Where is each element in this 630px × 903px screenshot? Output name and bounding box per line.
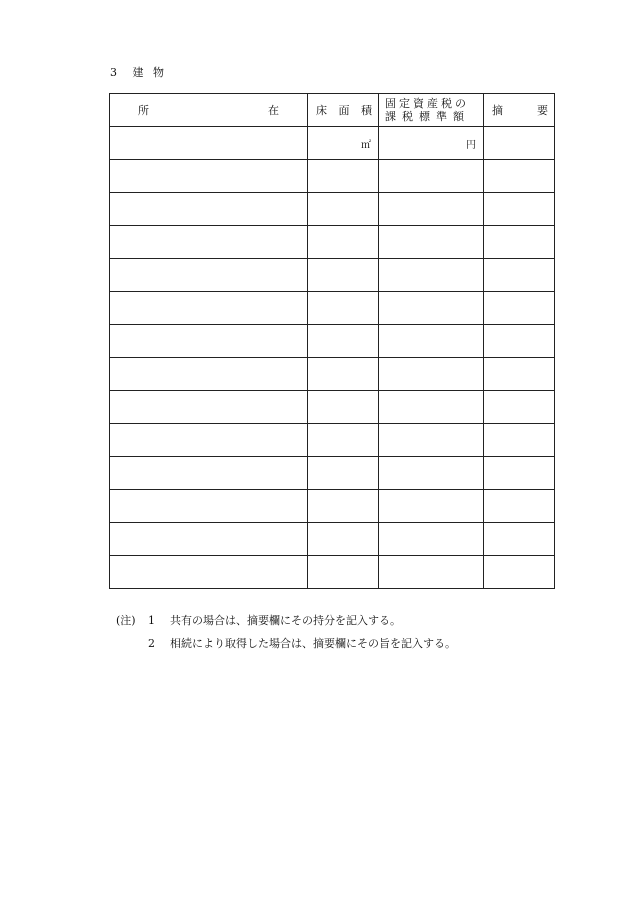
table-row [110,424,555,457]
remarks-cell[interactable] [484,358,555,391]
remarks-cell[interactable] [484,127,555,160]
remarks-cell[interactable] [484,424,555,457]
header-remarks-right: 要 [537,104,548,117]
table-row [110,523,555,556]
table-row [110,490,555,523]
location-cell[interactable] [110,358,308,391]
table-row [110,457,555,490]
building-table [109,93,555,589]
location-cell[interactable] [110,391,308,424]
table-row [110,292,555,325]
header-location-right: 在 [268,104,279,117]
tax-value-cell[interactable] [379,556,484,589]
floor-area-cell[interactable] [308,391,379,424]
tax-value-cell[interactable] [379,424,484,457]
remarks-cell[interactable] [484,226,555,259]
notes [116,612,456,658]
header-remarks [484,94,555,127]
table-row [110,391,555,424]
header-location-left: 所 [138,104,149,117]
section-title-char-1: 建 [132,66,144,79]
area-unit: ㎡ [361,140,371,151]
table-row [110,556,555,589]
remarks-cell[interactable] [484,457,555,490]
remarks-cell[interactable] [484,193,555,226]
tax-value-cell[interactable] [379,523,484,556]
floor-area-cell[interactable] [308,457,379,490]
table-row [110,325,555,358]
section-number: 3 [110,66,117,79]
tax-value-cell[interactable] [379,358,484,391]
floor-area-cell[interactable] [308,358,379,391]
header-remarks-left: 摘 [492,104,503,117]
table-row [110,358,555,391]
header-floor-area-char-3: 積 [361,104,372,117]
tax-value-cell[interactable] [379,127,484,160]
tax-value-cell[interactable] [379,292,484,325]
tax-value-cell[interactable] [379,226,484,259]
floor-area-cell[interactable] [308,226,379,259]
remarks-cell[interactable] [484,556,555,589]
section-heading [110,64,170,80]
location-cell[interactable] [110,292,308,325]
floor-area-cell[interactable] [308,523,379,556]
header-tax-value [379,94,484,127]
note-item [116,612,456,635]
remarks-cell[interactable] [484,259,555,292]
floor-area-cell[interactable] [308,193,379,226]
floor-area-cell[interactable] [308,556,379,589]
table-row [110,193,555,226]
floor-area-cell[interactable] [308,325,379,358]
note-number: 1 [148,614,155,627]
remarks-cell[interactable] [484,325,555,358]
location-cell[interactable] [110,556,308,589]
tax-value-cell[interactable] [379,259,484,292]
note-text: 相続により取得した場合は、摘要欄にその旨を記入する。 [170,637,456,650]
location-cell[interactable] [110,523,308,556]
table-row [110,160,555,193]
location-cell[interactable] [110,424,308,457]
remarks-cell[interactable] [484,523,555,556]
tax-value-cell[interactable] [379,160,484,193]
floor-area-cell[interactable] [308,490,379,523]
note-item [116,635,456,658]
table-row [110,127,555,160]
note-number: 2 [148,637,155,650]
location-cell[interactable] [110,193,308,226]
header-floor-area-char-2: 面 [338,104,350,117]
table-header-row [110,94,555,127]
location-cell[interactable] [110,160,308,193]
location-cell[interactable] [110,490,308,523]
remarks-cell[interactable] [484,391,555,424]
header-location [110,94,308,127]
remarks-cell[interactable] [484,160,555,193]
header-tax-value-line2: 課税標準額 [385,110,470,123]
remarks-cell[interactable] [484,490,555,523]
floor-area-cell[interactable] [308,424,379,457]
location-cell[interactable] [110,226,308,259]
tax-value-cell[interactable] [379,490,484,523]
empty-rows [110,160,555,589]
location-cell[interactable] [110,457,308,490]
location-cell[interactable] [110,127,308,160]
floor-area-cell[interactable] [308,259,379,292]
floor-area-cell[interactable] [308,292,379,325]
tax-value-cell[interactable] [379,391,484,424]
header-tax-value-line1: 固定資産税の [385,97,469,110]
remarks-cell[interactable] [484,292,555,325]
floor-area-cell[interactable] [308,127,379,160]
location-cell[interactable] [110,259,308,292]
section-title-char-2: 物 [153,66,164,79]
tax-value-cell[interactable] [379,193,484,226]
header-floor-area [308,94,379,127]
header-floor-area-char-1: 床 [316,104,327,117]
table-row [110,226,555,259]
table-row [110,259,555,292]
location-cell[interactable] [110,325,308,358]
note-prefix: (注) [116,614,136,627]
tax-value-cell[interactable] [379,325,484,358]
tax-value-cell[interactable] [379,457,484,490]
floor-area-cell[interactable] [308,160,379,193]
value-unit: 円 [466,140,476,151]
note-text: 共有の場合は、摘要欄にその持分を記入する。 [170,614,401,627]
